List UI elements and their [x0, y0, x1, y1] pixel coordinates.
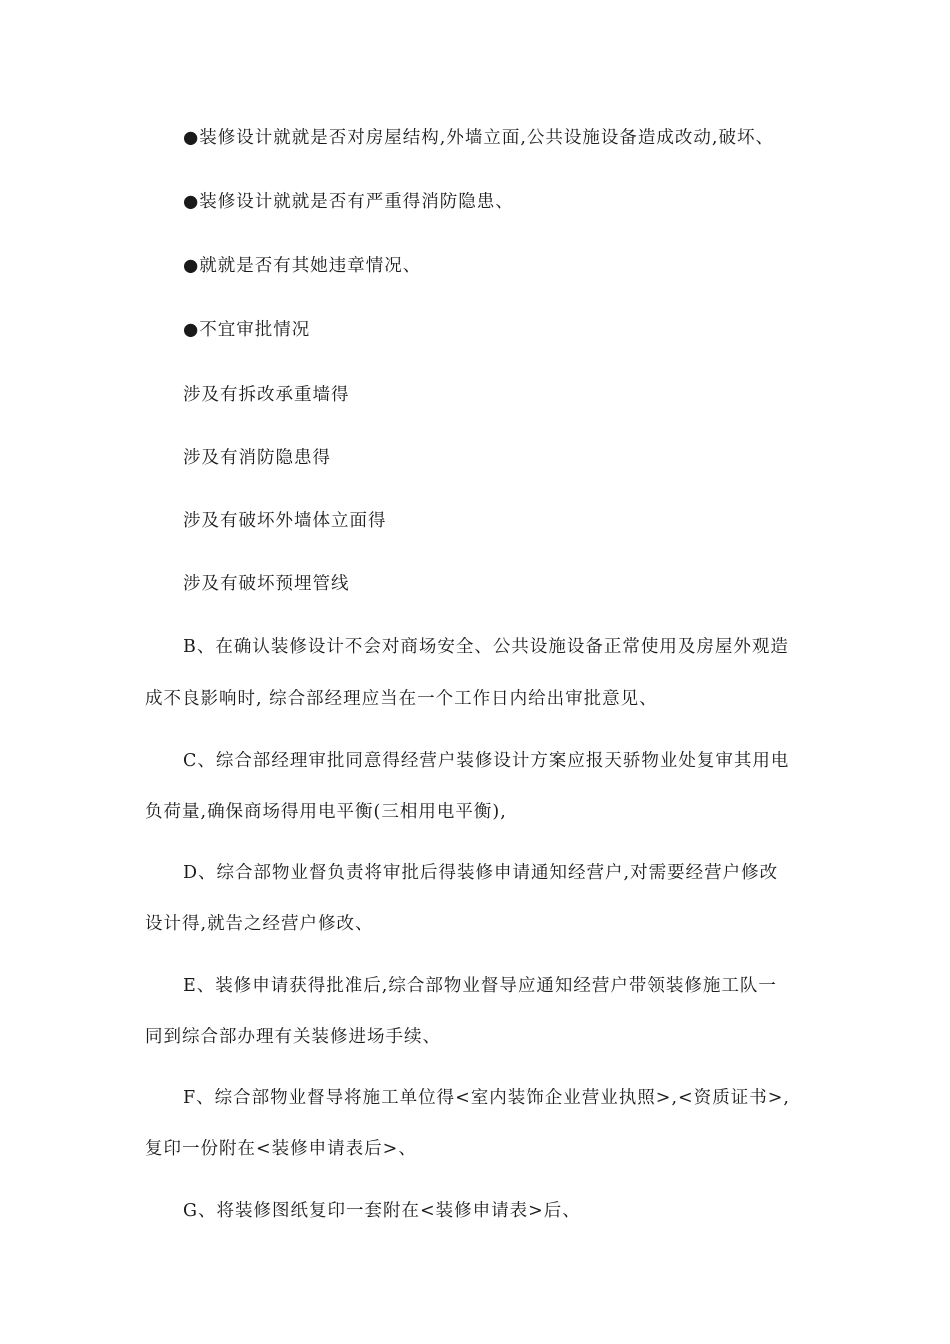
bullet-marker: ● — [183, 256, 200, 276]
bullet-marker: ● — [183, 320, 200, 340]
paragraph-d-line1: D、综合部物业督负责将审批后得装修申请通知经营户,对需要经营户修改 — [183, 863, 779, 883]
bullet-item — [183, 255, 421, 277]
bullet-item — [183, 319, 310, 341]
paragraph-e-line1: E、装修申请获得批准后,综合部物业督导应通知经营户带领装修施工队一 — [183, 976, 777, 996]
bullet-text: 就就是否有其她违章情况、 — [199, 256, 422, 276]
paragraph-e-line2: 同到综合部办理有关装修进场手续、 — [145, 1027, 441, 1047]
paragraph-c-line1: C、综合部经理审批同意得经营户装修设计方案应报天骄物业处复审其用电 — [183, 751, 790, 771]
paragraph-c-line2: 负荷量,确保商场得用电平衡(三相用电平衡), — [145, 802, 507, 822]
sub-item: 涉及有破坏预埋管线 — [183, 574, 350, 594]
paragraph-b-line2: 成不良影响时, 综合部经理应当在一个工作日内给出审批意见、 — [145, 689, 658, 709]
bullet-text: 装修设计就就是否对房屋结构,外墙立面,公共设施设备造成改动,破坏、 — [199, 128, 774, 148]
paragraph-f-line2: 复印一份附在<装修申请表后>、 — [145, 1139, 417, 1159]
paragraph-b-line1: B、在确认装修设计不会对商场安全、公共设施设备正常使用及房屋外观造 — [183, 637, 789, 657]
bullet-item — [183, 191, 514, 213]
paragraph-d-line2: 设计得,就告之经营户修改、 — [145, 914, 374, 934]
sub-item: 涉及有破坏外墙体立面得 — [183, 511, 387, 531]
bullet-marker: ● — [183, 192, 200, 212]
sub-item: 涉及有消防隐患得 — [183, 448, 331, 468]
paragraph-f-line1: F、综合部物业督导将施工单位得<室内装饰企业营业执照>,<资质证书>, — [183, 1088, 790, 1108]
paragraph-g-line1: G、将装修图纸复印一套附在<装修申请表>后、 — [183, 1201, 581, 1221]
bullet-text: 不宜审批情况 — [199, 320, 311, 340]
bullet-text: 装修设计就就是否有严重得消防隐患、 — [199, 192, 514, 212]
sub-item: 涉及有拆改承重墙得 — [183, 385, 350, 405]
bullet-marker: ● — [183, 128, 200, 148]
bullet-item — [183, 127, 774, 149]
